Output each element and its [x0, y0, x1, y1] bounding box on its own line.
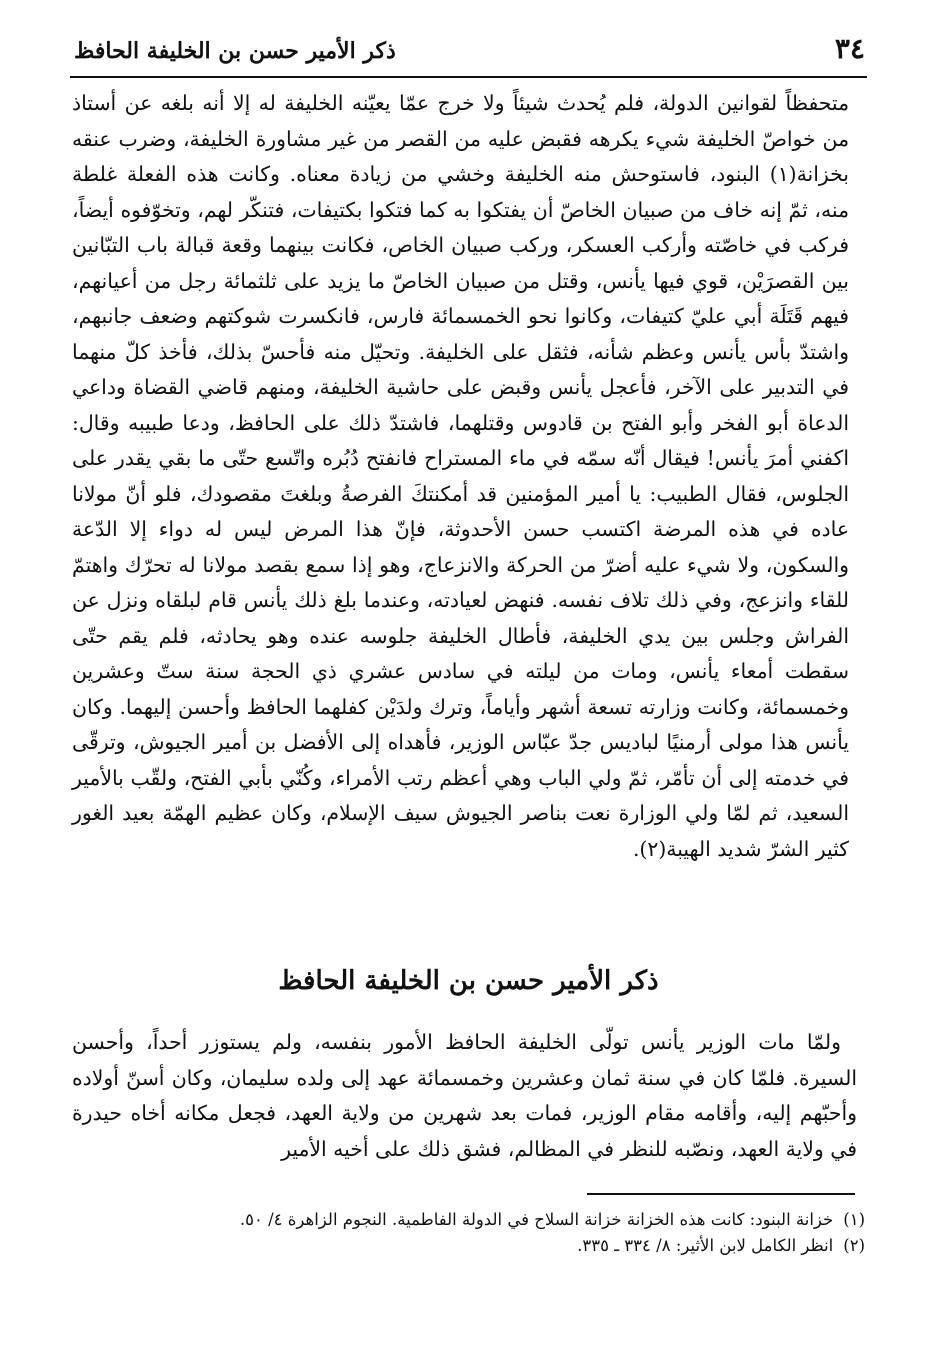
page-header [70, 30, 867, 78]
footnote-1 [72, 1207, 865, 1233]
paragraph: متحفظاً لقوانين الدولة، فلم يُحدث شيئاً ولا خرج عمّا يعيّنه الخليفة له إلا أنه بلغه عن أستاذ من خواصّ الخليفة شيء يكرهه فقبض عليه من القصر من غير مشاورة الخليفة، وضرب عنقه بخزانة(١) البنود، فاستوحش منه الخليفة وخشي من زيادة معناه. وكانت هذه الفعلة غلطة منه، ثمّ إنه خاف من صبيان الخاصّ أن يفتكوا به كما فتكوا بكتيفات، فتنكّر لهم، وتخوّفوه أيضاً، فركب في خاصّته وأركب العسكر، وركب صبيان الخاص، فكانت بينهما وقعة قبالة باب التبّانين بين القصرَيْن، قوي فيها يأنس، وقتل من صبيان الخاصّ ما يزيد على ثلثمائة رجل من أعيانهم، فيهم قَتَلَة أبي عليّ كتيفات، وكانوا نحو الخمسمائة فارس، فانكسرت شوكتهم وضعف جانبهم، واشتدّ بأس يأنس وعظم شأنه، فثقل على الخليفة. وتحيّل منه فأحسّ بذلك، فأخذ كلّ منهما في التدبير على الآخر، فأعجل يأنس وقبض على حاشية الخليفة، ومنهم قاضي القضاة وداعي الدعاة أبو الفخر وأبو الفتح بن قادوس وقتلهما، فاشتدّ ذلك على الحافظ، ودعا طبيبه وقال: اكفني أمرَ يأنس! فيقال أنّه سمّه في ماء المستراح فانفتح دُبُره واتّسع حتّى ما بقي يقدر على الجلوس، فقال الطبيب: يا أمير المؤمنين قد أمكنتكَ الفرصةُ وبلغتَ مقصودك، فلو أنّ مولانا عاده في هذه المرضة اكتسب حسن الأحدوثة، فإنّ هذا المرض ليس له دواء إلا الدّعة والسكون، ولا شيء عليه أضرّ من الحركة والانزعاج، وهو إذا سمع بقصد مولانا له تحرّك واهتمّ للقاء وانزعج، وفي ذلك تلاف نفسه. فنهض لعيادته، وعندما بلغ ذلك يأنس قام لبلقاه ونزل عن الفراش وجلس بين يدي الخليفة، فأطال الخليفة جلوسه عنده وهو يحادثه، فلم يقم حتّى سقطت أمعاء يأنس، ومات من ليلته في سادس عشري ذي الحجة سنة ستّ وعشرين وخمسمائة، وكانت وزارته تسعة أشهر وأياماً، وترك ولدَيْن كفلهما الحافظ وأحسن إليهما. وكان يأنس هذا مولى أرمنيًا لباديس جدّ عبّاس الوزير، فأهداه إلى الأفضل بن أمير الجيوش، وترقّى في خدمته إلى أن تأمّر، ثمّ ولي الباب وهي أعظم رتب الأمراء، وكُنّي بأبي الفتح، ولقّب بالأمير السعيد، ثم لمّا ولي الوزارة نعت بناصر الجيوش سيف الإسلام، وكان عظيم الهمّة بعيد الغور كثير الشرّ شديد الهيبة(٢). [72, 91, 850, 861]
footnotes [72, 1207, 865, 1259]
page-number: ٣٤ [834, 32, 865, 65]
footnote-text: انظر الكامل لابن الأثير: ٨/ ٣٣٤ ـ ٣٣٥. [577, 1236, 834, 1255]
main-text [72, 86, 849, 867]
footnote-2 [72, 1233, 865, 1259]
paragraph: ولمّا مات الوزير يأنس تولّى الخليفة الحافظ الأمور بنفسه، ولم يستوزر أحداً، وأحسن السيرة. فلمّا كان في سنة ثمان وعشرين وخمسمائة عهد إلى ولده سليمان، وكان أسنّ أولاده وأحبّهم إليه، وأقامه مقام الوزير، فمات بعد شهرين من ولاية العهد، فجعل مكانه أخاه حيدرة في ولاية العهد، ونصّبه للنظر في المظالم، فشق ذلك على أخيه الأمير [72, 1030, 857, 1161]
footnote-divider [587, 1193, 855, 1195]
section-text [72, 1025, 857, 1167]
footnote-text: خزانة البنود: كانت هذه الخزانة خزانة السلاح في الدولة الفاطمية. النجوم الزاهرة ٤/ ٥٠. [239, 1210, 834, 1229]
footnote-number: (٢) [843, 1236, 865, 1255]
section-heading: ذكر الأمير حسن بن الخليفة الحافظ [278, 966, 659, 996]
running-title: ذكر الأمير حسن بن الخليفة الحافظ [74, 38, 396, 64]
footnote-number: (١) [843, 1210, 865, 1229]
